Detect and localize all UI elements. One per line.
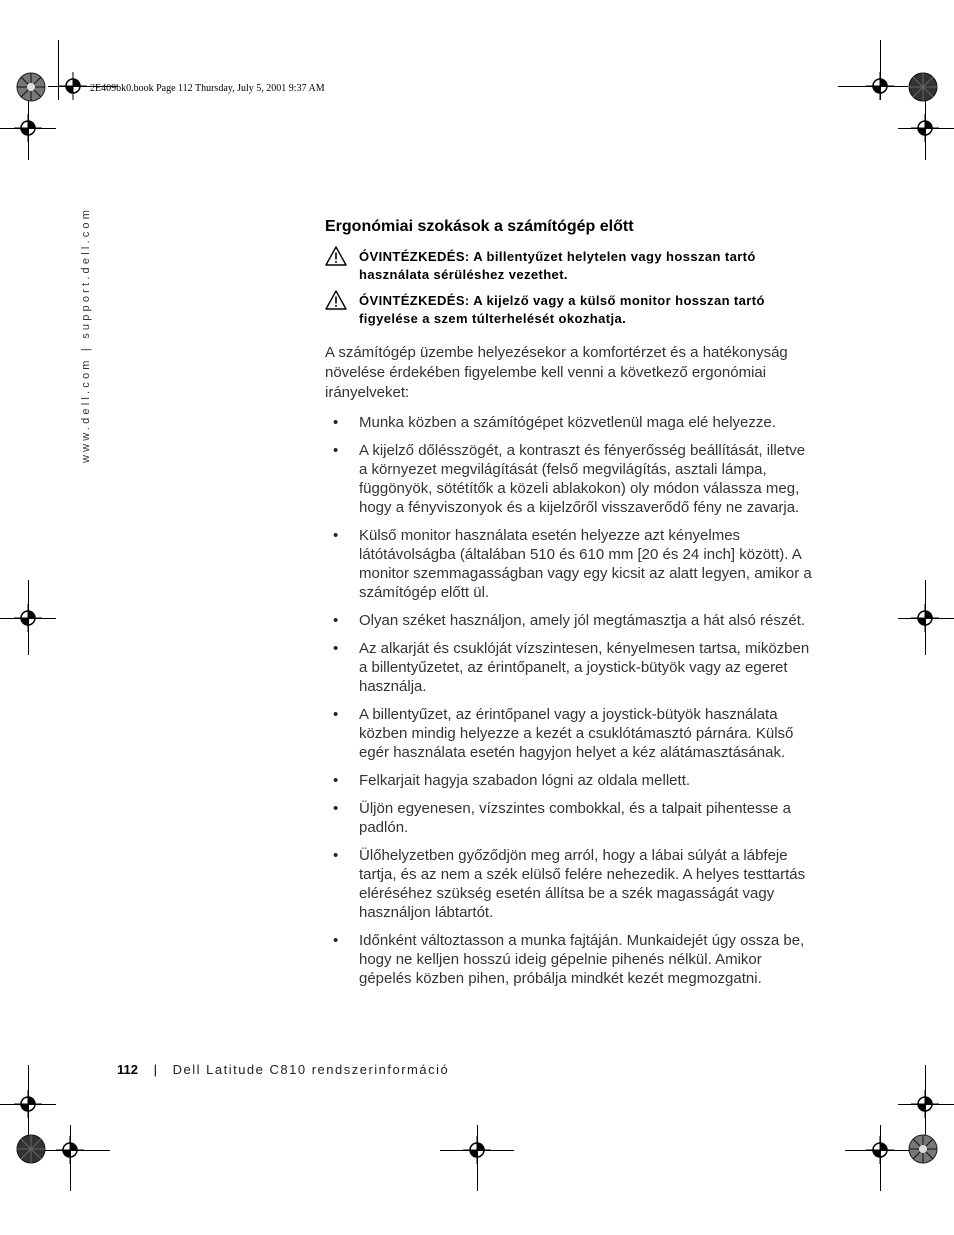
registration-target-icon: [59, 72, 87, 100]
caution-label: ÓVINTÉZKEDÉS:: [359, 293, 470, 308]
guideline-item: [325, 705, 815, 762]
page-number: 112: [117, 1062, 138, 1077]
guideline-text: Üljön egyenesen, vízszintes combokkal, és a talpait pihentesse a padlón.: [359, 800, 791, 836]
intro-paragraph: A számítógép üzembe helyezésekor a komfortérzet és a hatékonyság növelése érdekében figyelembe kell venni a következő ergonómiai irányelveket:: [325, 344, 788, 401]
bullet-icon: •: [333, 847, 339, 864]
bullet-icon: •: [333, 800, 339, 817]
registration-target-icon: [56, 1136, 84, 1164]
bullet-icon: •: [333, 640, 339, 657]
guideline-list: [325, 413, 815, 988]
bullet-icon: •: [333, 772, 339, 789]
registration-target-icon: [866, 72, 894, 100]
guideline-item: [325, 799, 815, 837]
caution-text: A kijelző vagy a külső monitor hosszan tartó figyelése a szem túlterhelését okozhatja.: [359, 293, 765, 326]
main-content: [325, 218, 815, 997]
bullet-icon: •: [333, 706, 339, 723]
guideline-text: Olyan széket használjon, amely jól megtámasztja a hát alsó részét.: [359, 612, 806, 629]
guideline-text: Az alkarját és csuklóját vízszintesen, kényelmesen tartsa, miközben a billentyűzetet, az érintőpanelt, a joystick-bütyök vagy az egeret használja.: [359, 640, 810, 695]
footer-title: Dell Latitude C810 rendszerinformáció: [172, 1062, 450, 1077]
registration-target-icon: [463, 1136, 491, 1164]
guideline-item: [325, 611, 815, 630]
footer-separator: |: [153, 1062, 157, 1077]
guideline-text: Felkarjait hagyja szabadon lógni az oldala mellett.: [359, 772, 691, 789]
bullet-icon: •: [333, 527, 339, 544]
page-footer: [117, 1062, 449, 1077]
color-rosette-icon: [908, 72, 938, 102]
caution-text: A billentyűzet helytelen vagy hosszan tartó használata sérüléshez vezethet.: [359, 249, 756, 282]
guideline-text: Munka közben a számítógépet közvetlenül maga elé helyezze.: [359, 414, 776, 431]
guideline-text: A billentyűzet, az érintőpanel vagy a joystick-bütyök használata közben mindig helyezze a kezét a csuklótámasztó párnára. Külső egér használata esetén hagyjon helyet a kéz alátámasztásának.: [359, 706, 794, 761]
registration-target-icon: [911, 1090, 939, 1118]
caution-notice: [325, 248, 815, 284]
guideline-text: A kijelző dőlésszögét, a kontraszt és fényerősség beállítását, illetve a környezet megvilágítását (felső megvilágítás, asztali lámpa, függönyök, sötétítők a közeli ablakokon) oly módon válassza meg, hogy a fényviszonyok és a kijelzőről visszaverődő fény ne zavarja.: [359, 442, 806, 516]
registration-target-icon: [866, 1136, 894, 1164]
bullet-icon: •: [333, 414, 339, 431]
guideline-item: [325, 639, 815, 696]
guideline-item: [325, 441, 815, 517]
caution-notice: [325, 292, 815, 328]
print-header: 2E409bk0.book Page 112 Thursday, July 5, 2001 9:37 AM: [90, 83, 325, 94]
guideline-item: [325, 413, 815, 432]
guideline-item: [325, 846, 815, 922]
registration-target-icon: [14, 114, 42, 142]
warning-triangle-icon: [325, 246, 347, 266]
warning-triangle-icon: [325, 290, 347, 310]
bullet-icon: •: [333, 932, 339, 949]
guideline-text: Külső monitor használata esetén helyezze azt kényelmes látótávolságba (általában 510 és 610 mm [20 és 24 inch] között). A monitor szemmagasságban vagy egy kicsit az alatt legyen, amikor a számítógép előtt ül.: [359, 527, 812, 601]
bullet-icon: •: [333, 612, 339, 629]
guideline-text: Időnként változtasson a munka fajtáján. Munkaidejét úgy ossza be, hogy ne kelljen hosszú ideig gépelnie pihenés nélkül. Amikor gépelés közben pihen, próbálja mindkét kezét megmozgatni.: [359, 932, 805, 987]
bullet-icon: •: [333, 442, 339, 459]
side-url: www.dell.com | support.dell.com: [80, 206, 92, 463]
registration-target-icon: [911, 604, 939, 632]
section-title: Ergonómiai szokások a számítógép előtt: [325, 218, 634, 235]
registration-target-icon: [14, 1090, 42, 1118]
color-rosette-icon: [16, 72, 46, 102]
guideline-item: [325, 931, 815, 988]
registration-target-icon: [911, 114, 939, 142]
registration-target-icon: [14, 604, 42, 632]
guideline-item: [325, 526, 815, 602]
guideline-item: [325, 771, 815, 790]
caution-list: [325, 248, 815, 328]
caution-label: ÓVINTÉZKEDÉS:: [359, 249, 470, 264]
color-rosette-icon: [908, 1134, 938, 1164]
color-rosette-icon: [16, 1134, 46, 1164]
guideline-text: Ülőhelyzetben győződjön meg arról, hogy a lábai súlyát a lábfeje tartja, és az nem a szék elülső felére nehezedik. A helyes testtartás eléréséhez szükség esetén állítsa be a szék magasságát vagy használjon lábtartót.: [359, 847, 806, 921]
